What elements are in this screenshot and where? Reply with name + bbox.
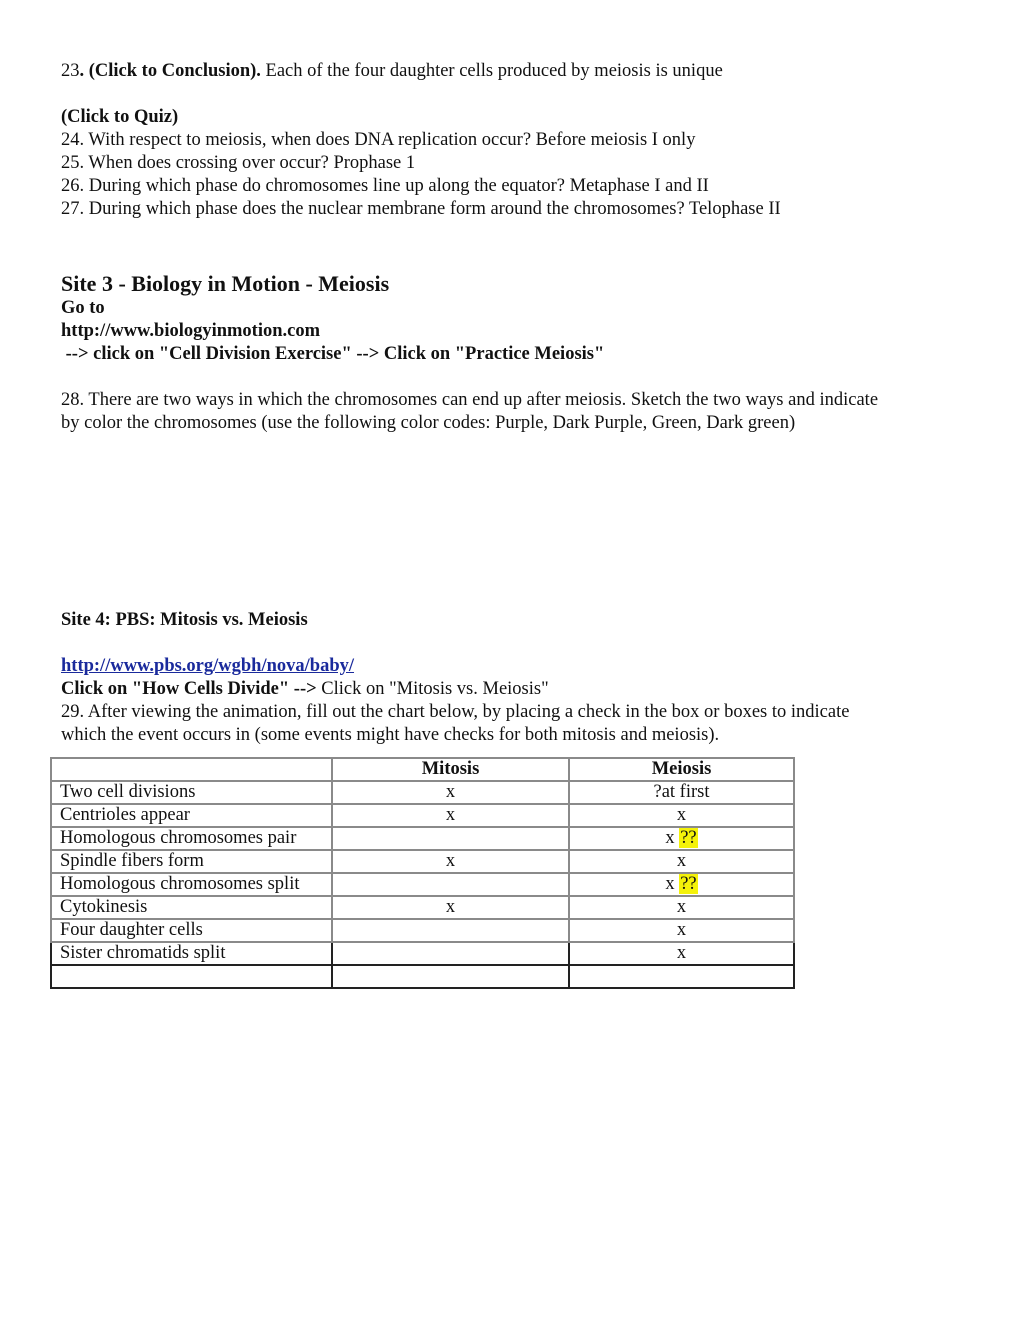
mitosis-cell[interactable]: x [332,804,569,827]
meiosis-value: x [676,920,687,940]
site-4-instruction-bold: Click on "How Cells Divide" --> [61,679,317,699]
question-number: 23 [61,61,80,81]
meiosis-cell[interactable] [569,942,794,965]
site-4-instruction-rest: Click on "Mitosis vs. Meiosis" [316,679,549,699]
meiosis-cell[interactable] [569,850,794,873]
mitosis-cell[interactable]: x [332,781,569,804]
meiosis-cell[interactable] [569,804,794,827]
question-29-line-1: 29. After viewing the animation, fill out the chart below, by placing a check in the box or boxes to indicate [61,702,850,722]
event-cell[interactable] [51,965,332,988]
event-cell[interactable]: Centrioles appear [51,804,332,827]
question-24: 24. With respect to meiosis, when does DNA replication occur? Before meiosis I only [61,130,696,150]
table-row [51,850,794,873]
event-cell[interactable]: Sister chromatids split [51,942,332,965]
table-header-row [51,758,794,781]
header-event [51,758,332,781]
meiosis-cell[interactable] [569,781,794,804]
site-4-instructions [61,678,961,701]
table-row [51,919,794,942]
meiosis-value: x [676,805,687,825]
question-23-label: . (Click to Conclusion). [79,61,261,81]
header-meiosis: Meiosis [569,758,794,781]
event-cell[interactable]: Homologous chromosomes pair [51,827,332,850]
worksheet-page [61,60,961,747]
meiosis-value: ?at first [653,782,710,802]
question-28-line-1: 28. There are two ways in which the chromosomes can end up after meiosis. Sketch the two ways and indicate [61,390,879,410]
table-row [51,827,794,850]
mitosis-cell[interactable]: x [332,896,569,919]
question-23-answer: Each of the four daughter cells produced by meiosis is unique [260,61,723,81]
site-4-heading: Site 4: PBS: Mitosis vs. Meiosis [61,610,308,630]
meiosis-value: x [676,851,687,871]
quiz-heading: (Click to Quiz) [61,107,179,127]
meiosis-cell[interactable] [569,919,794,942]
meiosis-cell[interactable] [569,827,794,850]
table-row [51,942,794,965]
table-row [51,804,794,827]
mitosis-cell[interactable] [332,827,569,850]
meiosis-cell[interactable] [569,873,794,896]
site-3-instructions: --> click on "Cell Division Exercise" --> Click on "Practice Meiosis" [61,344,605,364]
question-26: 26. During which phase do chromosomes line up along the equator? Metaphase I and II [61,176,709,196]
site-3-heading: Site 3 - Biology in Motion - Meiosis [61,271,390,296]
question-27: 27. During which phase does the nuclear membrane form around the chromosomes? Telophase II [61,199,781,219]
event-cell[interactable]: Cytokinesis [51,896,332,919]
mitosis-cell[interactable]: x [332,850,569,873]
site-3-url[interactable]: http://www.biologyinmotion.com [61,321,321,341]
question-25: 25. When does crossing over occur? Prophase 1 [61,153,416,173]
mitosis-cell[interactable] [332,965,569,988]
event-cell[interactable]: Two cell divisions [51,781,332,804]
mitosis-cell[interactable] [332,919,569,942]
highlighted-note: ?? [680,874,697,894]
event-cell[interactable]: Homologous chromosomes split [51,873,332,896]
question-29-line-2: which the event occurs in (some events might have checks for both mitosis and meiosis). [61,725,720,745]
meiosis-value: x [665,874,680,894]
table-row [51,781,794,804]
site-3-goto: Go to [61,298,105,318]
meiosis-cell[interactable] [569,965,794,988]
mitosis-meiosis-chart [50,757,795,989]
table-row [51,965,794,988]
header-mitosis: Mitosis [332,758,569,781]
meiosis-value: x [665,828,680,848]
question-23 [61,60,961,83]
meiosis-cell[interactable] [569,896,794,919]
question-28-line-2: by color the chromosomes (use the following color codes: Purple, Dark Purple, Green, Dark green) [61,413,796,433]
site-4-url-link[interactable]: http://www.pbs.org/wgbh/nova/baby/ [61,656,355,676]
mitosis-cell[interactable] [332,942,569,965]
meiosis-value: x [676,897,687,917]
table-row [51,896,794,919]
meiosis-value: x [676,943,687,963]
event-cell[interactable]: Four daughter cells [51,919,332,942]
sketch-area [61,435,961,609]
table-row [51,873,794,896]
mitosis-cell[interactable] [332,873,569,896]
event-cell[interactable]: Spindle fibers form [51,850,332,873]
highlighted-note: ?? [680,828,697,848]
